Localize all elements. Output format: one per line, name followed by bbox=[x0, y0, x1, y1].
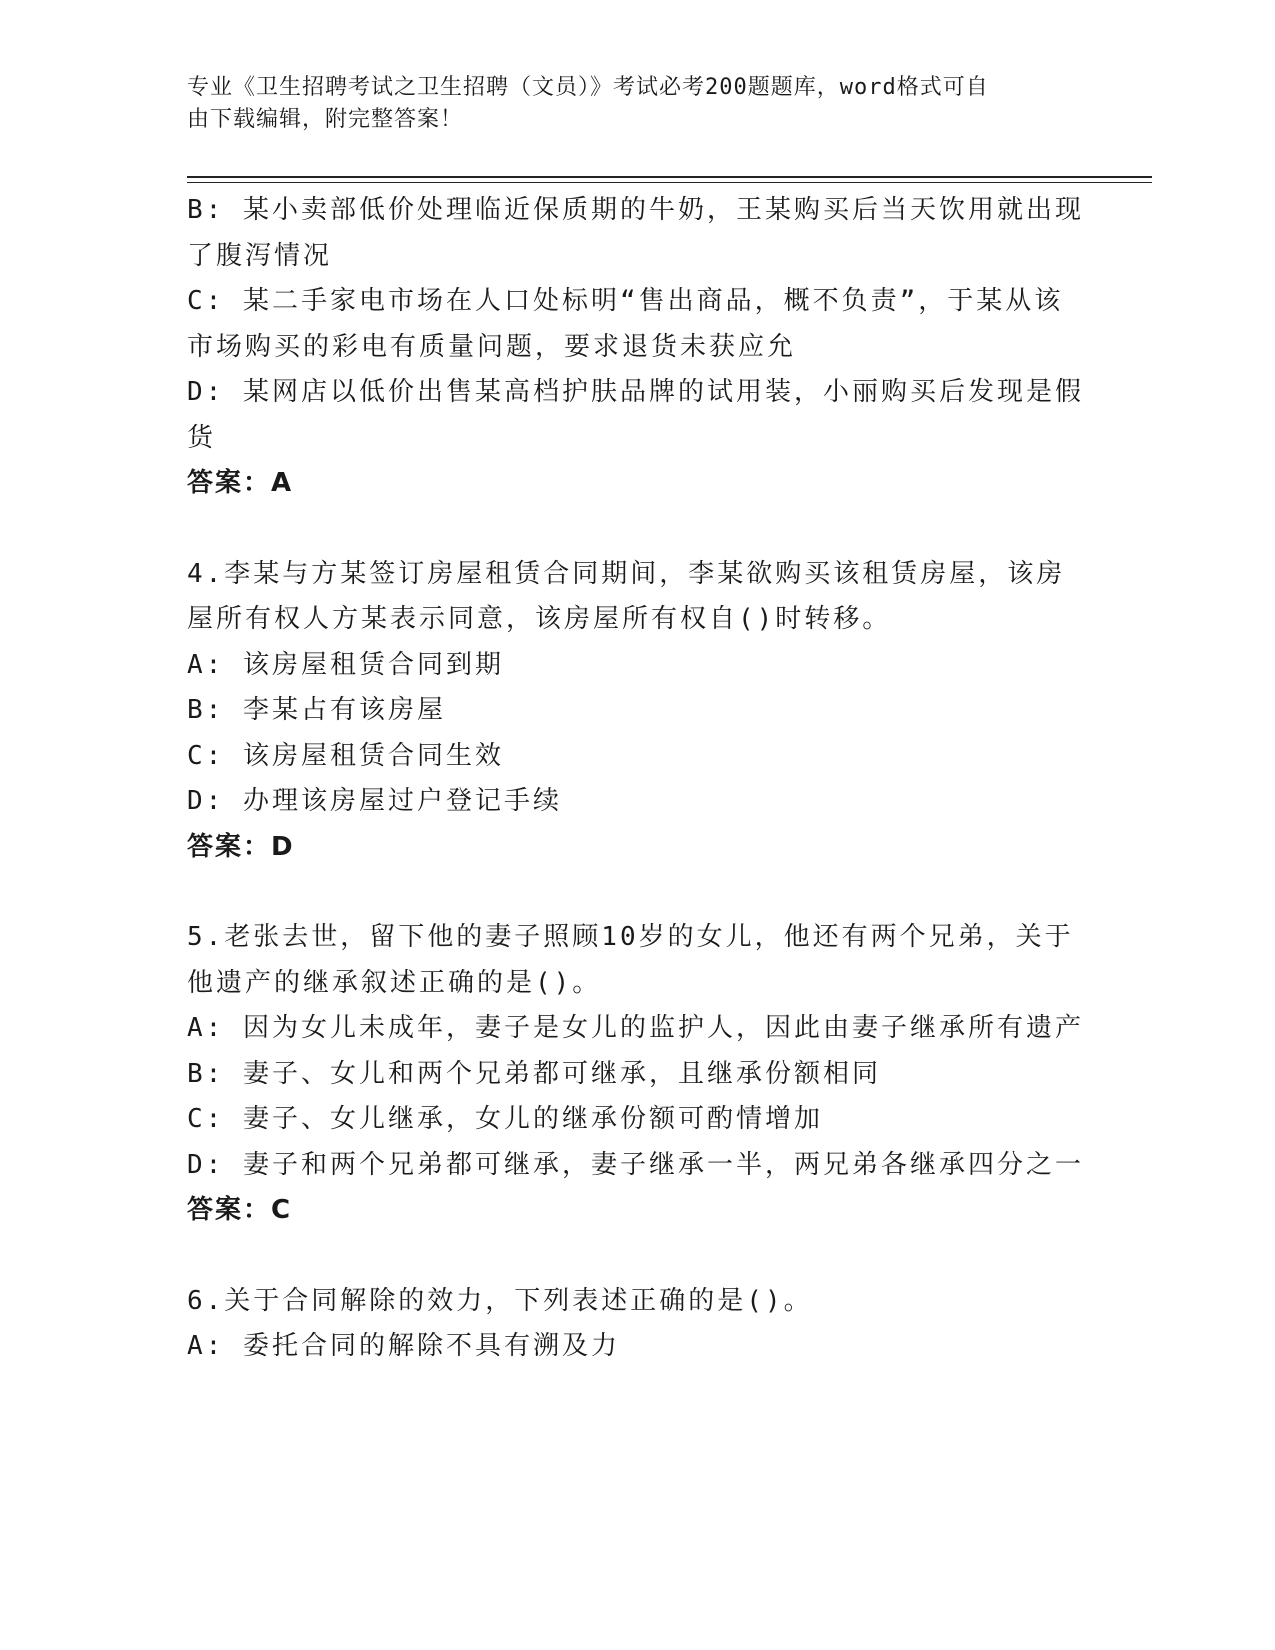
spacer bbox=[187, 870, 1077, 915]
document-header bbox=[187, 72, 1067, 136]
question-stem-line-2: 他遗产的继承叙述正确的是()。 bbox=[187, 967, 602, 998]
option-c: C: 妻子、女儿继承，女儿的继承份额可酌情增加 bbox=[187, 1104, 823, 1134]
option-a: A: 委托合同的解除不具有溯及力 bbox=[187, 1331, 620, 1361]
question-3-partial bbox=[187, 188, 1084, 507]
question-6 bbox=[187, 1279, 1077, 1370]
option-c: C: 该房屋租赁合同生效 bbox=[187, 740, 504, 771]
header-divider-thin bbox=[187, 182, 1152, 183]
question-stem-line-1: 4.李某与方某签订房屋租赁合同期间，李某欲购买该租赁房屋，该房 bbox=[187, 558, 1066, 589]
answer-line: 答案：D bbox=[187, 831, 295, 862]
header-divider bbox=[187, 176, 1152, 178]
option-b-line-1: B: 某小卖部低价处理临近保质期的牛奶，王某购买后当天饮用就出现 bbox=[187, 195, 1084, 225]
option-c-line-2: 市场购买的彩电有质量问题，要求退货未获应允 bbox=[187, 331, 797, 362]
header-title-line-2: 由下载编辑，附完整答案！ bbox=[187, 107, 464, 132]
option-d: D: 办理该房屋过户登记手续 bbox=[187, 786, 562, 816]
question-4 bbox=[187, 552, 1077, 871]
option-c-line-1: C: 某二手家电市场在人口处标明“售出商品，概不负责”，于某从该 bbox=[187, 286, 1064, 316]
question-5 bbox=[187, 915, 1084, 1234]
header-title-line-1: 专业《卫生招聘考试之卫生招聘（文员）》考试必考200题题库，word格式可自 bbox=[187, 75, 989, 100]
answer-line: 答案：C bbox=[187, 1195, 293, 1225]
spacer bbox=[187, 1234, 1077, 1279]
option-a: A: 该房屋租赁合同到期 bbox=[187, 649, 504, 680]
option-d: D: 妻子和两个兄弟都可继承，妻子继承一半，两兄弟各继承四分之一 bbox=[187, 1149, 1084, 1180]
question-stem-line-2: 屋所有权人方某表示同意，该房屋所有权自()时转移。 bbox=[187, 604, 892, 634]
option-b: B: 李某占有该房屋 bbox=[187, 695, 446, 725]
option-b-line-2: 了腹泻情况 bbox=[187, 240, 333, 271]
option-b: B: 妻子、女儿和两个兄弟都可继承，且继承份额相同 bbox=[187, 1058, 881, 1089]
option-d-line-1: D: 某网店以低价出售某高档护肤品牌的试用装，小丽购买后发现是假 bbox=[187, 377, 1084, 407]
question-list bbox=[187, 188, 1084, 1370]
question-stem-line-1: 5.老张去世，留下他的妻子照顾10岁的女儿，他还有两个兄弟，关于 bbox=[187, 922, 1074, 952]
question-stem-line-1: 6.关于合同解除的效力，下列表述正确的是()。 bbox=[187, 1285, 813, 1316]
answer-line: 答案：A bbox=[187, 468, 294, 498]
option-d-line-2: 货 bbox=[187, 422, 217, 453]
option-a: A: 因为女儿未成年，妻子是女儿的监护人，因此由妻子继承所有遗产 bbox=[187, 1013, 1084, 1043]
spacer bbox=[187, 507, 1077, 552]
